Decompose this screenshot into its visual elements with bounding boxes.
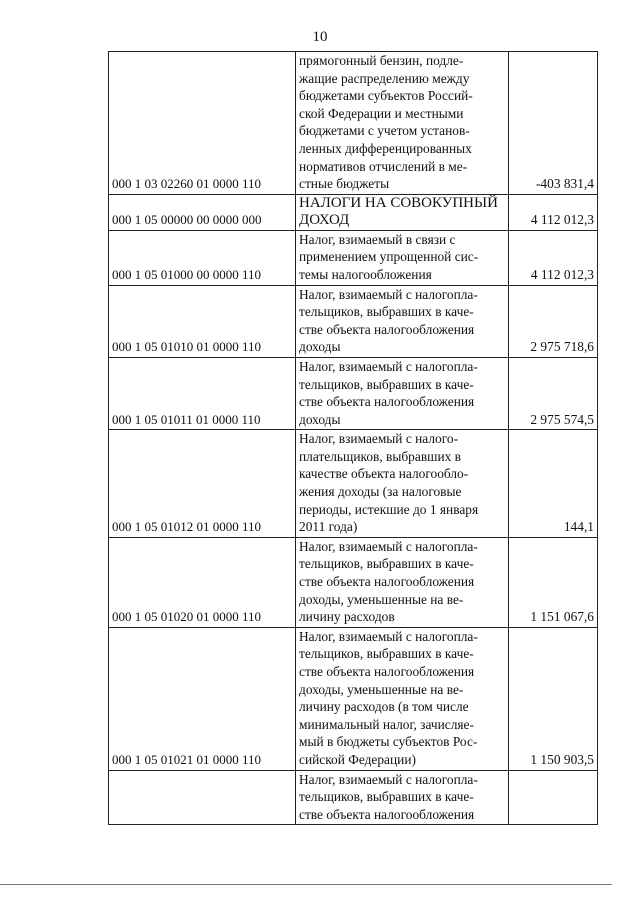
page-bottom-rule: [0, 884, 612, 885]
revenue-name-cell: Налог, взимаемый с налогопла- тельщиков, выбравших в каче- стве объекта налогообложения: [296, 770, 509, 825]
budget-revenue-table: [108, 51, 598, 825]
table-row: [109, 770, 598, 825]
amount-cell: 2 975 718,6: [509, 285, 598, 357]
revenue-name-cell: Налог, взимаемый с налогопла- тельщиков, выбравших в каче- стве объекта налогообложения доходы: [296, 357, 509, 429]
table-row: [109, 285, 598, 357]
budget-code-cell: 000 1 05 01011 01 0000 110: [109, 357, 296, 429]
budget-code-cell: 000 1 05 01000 00 0000 110: [109, 230, 296, 285]
table-row: [109, 230, 598, 285]
revenue-name-cell: Налог, взимаемый с налого- плательщиков, выбравших в качестве объекта налогообло- жения доходы (за налоговые периоды, истекшие до 1 января 2011 года): [296, 430, 509, 538]
table-row: [109, 627, 598, 770]
revenue-name-cell: Налог, взимаемый с налогопла- тельщиков, выбравших в каче- стве объекта налогообложения доходы: [296, 285, 509, 357]
budget-code-cell: 000 1 03 02260 01 0000 110: [109, 52, 296, 195]
amount-cell: 2 975 574,5: [509, 357, 598, 429]
table-row: [109, 194, 598, 230]
amount-cell: 1 150 903,5: [509, 627, 598, 770]
page-number: 10: [312, 29, 328, 45]
budget-code-cell: 000 1 05 01012 01 0000 110: [109, 430, 296, 538]
amount-cell: -403 831,4: [509, 52, 598, 195]
table-row: [109, 357, 598, 429]
table-row: [109, 52, 598, 195]
budget-code-cell: 000 1 05 01020 01 0000 110: [109, 537, 296, 627]
amount-cell: 4 112 012,3: [509, 194, 598, 230]
revenue-name-cell: НАЛОГИ НА СОВОКУПНЫЙ ДОХОД: [296, 194, 509, 230]
budget-code-cell: 000 1 05 00000 00 0000 000: [109, 194, 296, 230]
revenue-name-cell: Налог, взимаемый в связи с применением упрощенной сис- темы налогообложения: [296, 230, 509, 285]
budget-code-cell: [109, 770, 296, 825]
revenue-name-cell: Налог, взимаемый с налогопла- тельщиков, выбравших в каче- стве объекта налогообложения доходы, уменьшенные на ве- личину расходов: [296, 537, 509, 627]
amount-cell: 4 112 012,3: [509, 230, 598, 285]
amount-cell: [509, 770, 598, 825]
table-row: [109, 537, 598, 627]
budget-code-cell: 000 1 05 01010 01 0000 110: [109, 285, 296, 357]
revenue-name-cell: прямогонный бензин, подле- жащие распределению между бюджетами субъектов Россий- ской Федерации и местными бюджетами с учетом установ- ленных дифференцированных нормативов отчислений в ме- стные бюджеты: [296, 52, 509, 195]
amount-cell: 1 151 067,6: [509, 537, 598, 627]
amount-cell: 144,1: [509, 430, 598, 538]
budget-code-cell: 000 1 05 01021 01 0000 110: [109, 627, 296, 770]
table-row: [109, 430, 598, 538]
revenue-name-cell: Налог, взимаемый с налогопла- тельщиков, выбравших в каче- стве объекта налогообложения доходы, уменьшенные на ве- личину расходов (в том числе минимальный налог, зачисляе- мый в бюджеты субъектов Рос- сийской Федерации): [296, 627, 509, 770]
